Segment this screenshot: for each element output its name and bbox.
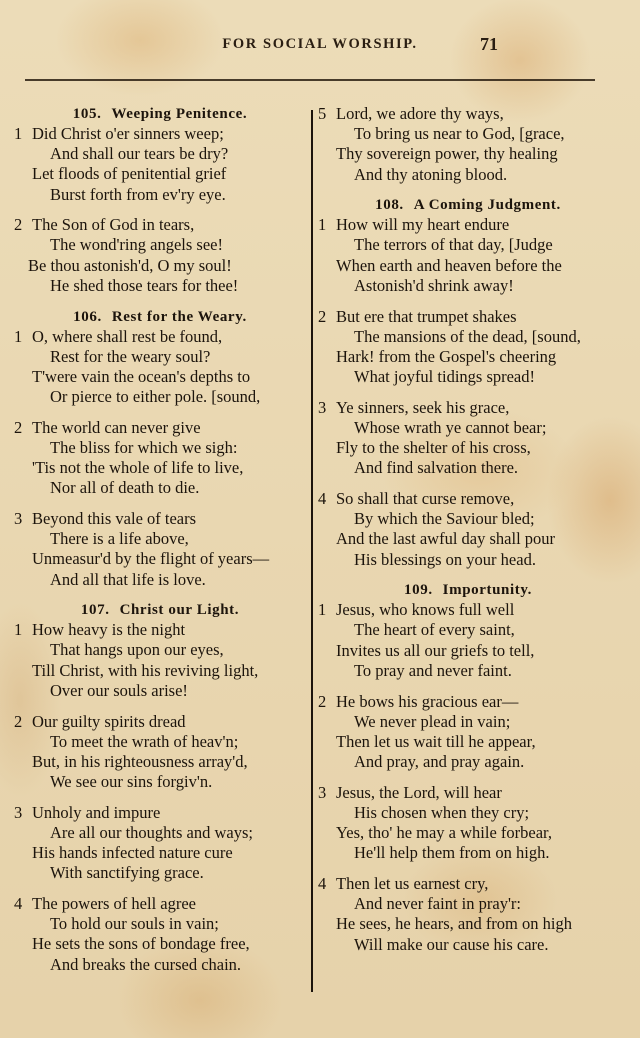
stanza: [318, 874, 618, 955]
verse-line: Invites us all our griefs to tell,: [336, 640, 535, 660]
stanza-number: 3: [14, 802, 23, 822]
stanza: [14, 509, 306, 590]
verse-line: We never plead in vain;: [354, 711, 511, 731]
stanza-number: 3: [318, 397, 327, 417]
verse-line: Or pierce to either pole. [sound,: [50, 387, 261, 407]
verse-line: His chosen when they cry;: [354, 802, 530, 822]
hymn-109: [318, 580, 618, 955]
line-text: Ye sinners, seek his grace,: [336, 397, 510, 417]
verse-line: And shall our tears be dry?: [50, 144, 229, 164]
left-column: [14, 104, 306, 985]
running-title: FOR SOCIAL WORSHIP.: [222, 36, 418, 52]
stanza: [318, 489, 618, 570]
hymn-heading: [14, 307, 306, 327]
verse-line: [318, 215, 618, 235]
stanza: [14, 803, 306, 884]
verse-line: And the last awful day shall pour: [336, 529, 556, 549]
verse-line: His hands infected nature cure: [32, 843, 233, 863]
verse-line: Whose wrath ye cannot bear;: [354, 417, 547, 437]
stanza-number: 4: [318, 489, 327, 508]
verse-line: Till Christ, with his reviving light,: [32, 660, 259, 680]
verse-line: And find salvation there.: [354, 458, 519, 478]
verse-line: [14, 712, 306, 732]
hymn-title: Rest for the Weary.: [111, 308, 247, 325]
verse-line: We see our sins forgiv'n.: [50, 772, 213, 792]
hymn-107-continuation: [318, 104, 618, 185]
stanza: [14, 894, 306, 975]
line-text: Did Christ o'er sinners weep;: [32, 124, 224, 143]
line-text: How heavy is the night: [32, 620, 186, 640]
verse-line: [14, 124, 306, 144]
stanza-number: 1: [14, 620, 23, 640]
hymn-title: A Coming Judgment.: [413, 197, 561, 214]
right-column: [318, 104, 618, 965]
verse-line: When earth and heaven before the: [336, 255, 562, 275]
stanza: [14, 327, 306, 408]
verse-line: Are all our thoughts and ways;: [50, 822, 254, 842]
stanza-number: 3: [14, 509, 23, 528]
stanza-number: 1: [14, 326, 23, 346]
line-text: Then let us earnest cry,: [336, 874, 489, 893]
line-text: He bows his gracious ear—: [336, 691, 519, 711]
verse-line: [318, 874, 618, 894]
verse-line: [14, 894, 306, 914]
verse-line: 'Tis not the whole of life to live,: [32, 458, 244, 478]
stanza-number: 1: [14, 124, 23, 143]
verse-line: Unmeasur'd by the flight of years—: [32, 549, 270, 569]
hymn-title: Christ our Light.: [119, 602, 240, 619]
hymn-number: 106.: [73, 308, 102, 325]
verse-line: Be thou astonish'd, O my soul!: [28, 255, 232, 275]
verse-line: And breaks the cursed chain.: [50, 954, 242, 974]
verse-line: To hold our souls in vain;: [50, 914, 219, 934]
hymn-heading: [14, 104, 306, 124]
stanza: [318, 600, 618, 681]
verse-line: To meet the wrath of heav'n;: [50, 731, 239, 751]
hymn-title: Importunity.: [442, 582, 532, 599]
verse-line: [318, 104, 618, 124]
verse-line: [318, 783, 618, 803]
stanza: [318, 104, 618, 185]
verse-line: He sees, he hears, and from on high: [336, 914, 572, 934]
stanza-number: 4: [318, 874, 327, 893]
verse-line: The wond'ring angels see!: [50, 235, 223, 255]
verse-line: [318, 489, 618, 509]
verse-line: Astonish'd shrink away!: [354, 275, 514, 295]
verse-line: Hark! from the Gospel's cheering: [336, 346, 557, 366]
verse-line: By which the Saviour bled;: [354, 509, 535, 529]
verse-line: Will make our cause his care.: [354, 934, 549, 954]
stanza-number: 2: [318, 691, 327, 711]
verse-line: Burst forth from ev'ry eye.: [50, 184, 226, 204]
hymn-number: 108.: [375, 197, 404, 214]
hymn-number: 107.: [80, 602, 110, 619]
verse-line: What joyful tidings spread!: [354, 367, 536, 387]
verse-line: That hangs upon our eyes,: [50, 640, 224, 660]
stanza: [14, 712, 306, 793]
stanza-number: 1: [318, 600, 327, 620]
verse-line: There is a life above,: [50, 529, 189, 549]
hymn-number: 105.: [72, 106, 102, 122]
stanza-number: 2: [14, 215, 23, 235]
page-number: 71: [480, 34, 498, 54]
verse-line: [14, 803, 306, 823]
hymn-106: [14, 307, 306, 590]
verse-line: [318, 398, 618, 418]
stanza-number: 1: [318, 215, 327, 235]
line-text: O, where shall rest be found,: [32, 326, 223, 346]
verse-line: Over our souls arise!: [50, 680, 188, 700]
stanza: [14, 215, 306, 296]
stanza: [14, 124, 306, 205]
hymn-title: Weeping Penitence.: [111, 106, 248, 122]
stanza-number: 2: [14, 417, 23, 437]
verse-line: And all that life is love.: [50, 569, 206, 589]
line-text: Unholy and impure: [32, 802, 161, 822]
line-text: The powers of hell agree: [32, 894, 197, 913]
verse-line: [318, 692, 618, 712]
stanza: [318, 215, 618, 296]
verse-line: Nor all of death to die.: [50, 478, 200, 498]
verse-line: [14, 215, 306, 235]
verse-line: To pray and never faint.: [354, 660, 512, 680]
verse-line: The terrors of that day, [Judge: [354, 235, 553, 255]
verse-line: [14, 418, 306, 438]
verse-line: T'were vain the ocean's depths to: [32, 366, 251, 386]
stanza: [318, 783, 618, 864]
line-text: How will my heart endure: [336, 215, 510, 235]
verse-line: [14, 620, 306, 640]
verse-line: He shed those tears for thee!: [50, 275, 239, 295]
verse-line: His blessings on your head.: [354, 549, 536, 569]
line-text: Beyond this vale of tears: [32, 509, 197, 528]
verse-line: He'll help them from on high.: [354, 843, 550, 863]
verse-line: And never faint in pray'r:: [354, 894, 521, 914]
verse-line: To bring us near to God, [grace,: [354, 124, 565, 144]
verse-line: Yes, tho' he may a while forbear,: [336, 823, 552, 843]
stanza-number: 4: [14, 894, 23, 913]
line-text: Jesus, who knows full well: [336, 600, 515, 620]
verse-line: [318, 307, 618, 327]
hymn-107: [14, 600, 306, 975]
stanza: [14, 620, 306, 701]
hymn-108: [318, 195, 618, 570]
stanza: [318, 307, 618, 388]
verse-line: With sanctifying grace.: [50, 863, 204, 883]
stanza-number: 2: [14, 711, 23, 731]
verse-line: And pray, and pray again.: [354, 752, 525, 772]
stanza-number: 2: [318, 306, 327, 326]
verse-line: [318, 600, 618, 620]
verse-line: The mansions of the dead, [sound,: [354, 326, 581, 346]
line-text: The Son of God in tears,: [32, 215, 195, 235]
line-text: Jesus, the Lord, will hear: [336, 782, 502, 802]
stanza: [318, 692, 618, 773]
line-text: Our guilty spirits dread: [32, 711, 186, 731]
verse-line: Then let us wait till he appear,: [336, 731, 536, 751]
verse-line: Let floods of penitential grief: [32, 164, 227, 184]
hymn-heading: [318, 195, 618, 215]
verse-line: The bliss for which we sigh:: [50, 437, 238, 457]
line-text: But ere that trumpet shakes: [336, 306, 517, 326]
verse-line: The heart of every saint,: [354, 620, 515, 640]
hymn-heading: [14, 600, 306, 620]
stanza: [318, 398, 618, 479]
stanza-number: 5: [318, 104, 327, 123]
verse-line: And thy atoning blood.: [354, 164, 508, 184]
line-text: Lord, we adore thy ways,: [336, 104, 504, 123]
stanza: [14, 418, 306, 499]
verse-line: Fly to the shelter of his cross,: [336, 438, 531, 458]
verse-line: But, in his righteousness array'd,: [32, 751, 248, 771]
line-text: The world can never give: [32, 417, 201, 437]
verse-line: [14, 509, 306, 529]
column-divider: [311, 110, 313, 992]
line-text: So shall that curse remove,: [336, 489, 515, 508]
verse-line: Thy sovereign power, thy healing: [336, 144, 558, 164]
header-rule: [25, 79, 595, 81]
hymn-105: [14, 104, 306, 296]
verse-line: Rest for the weary soul?: [50, 346, 211, 366]
verse-line: He sets the sons of bondage free,: [32, 934, 250, 954]
hymn-heading: [318, 580, 618, 600]
hymn-number: 109.: [404, 582, 433, 599]
verse-line: [14, 327, 306, 347]
running-head: [0, 36, 640, 60]
stanza-number: 3: [318, 782, 327, 802]
